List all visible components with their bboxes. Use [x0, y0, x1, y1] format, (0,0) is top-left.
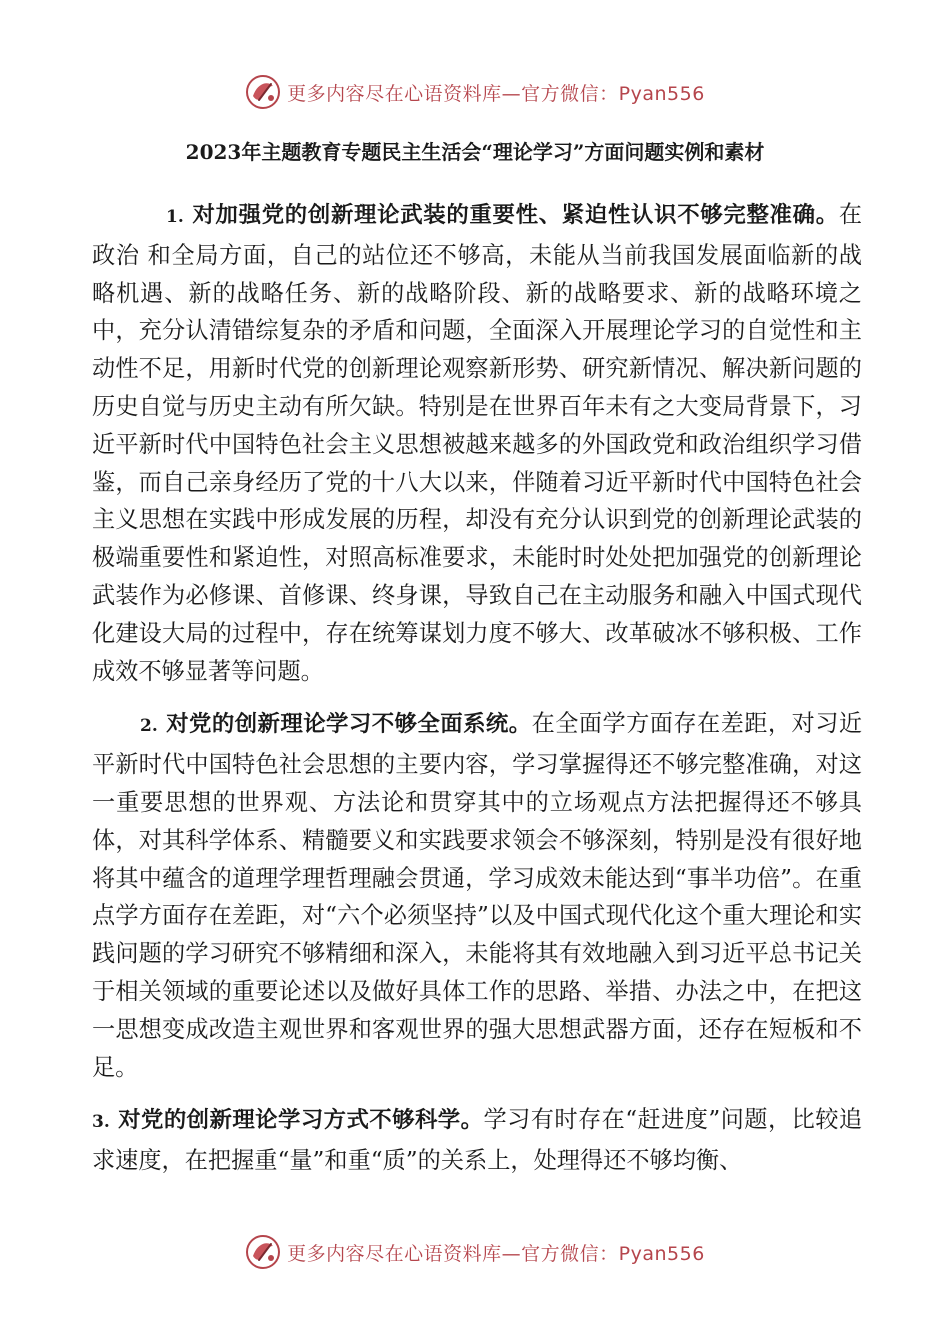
section-3-number: 3. [92, 1112, 110, 1133]
section-1 [92, 196, 862, 690]
section-2-number: 2. [140, 716, 158, 737]
section-3-heading: 对党的创新理论学习方式不够科学。 [117, 1107, 484, 1134]
section-1-body: 在政治 和全局方面，自己的站位还不够高，未能从当前我国发展面临新的战略机遇、新的战略任务、新的战略阶段、新的战略要求、新的战略环境之中，充分认清错综复杂的矛盾和问题，全面深入开展理论学习的自觉性和主动性不足，用新时代党的创新理论观察新形势、研究新情况、解决新问题的历史自觉与历史主动有所欠缺。特别是在世界百年未有之大变局背景下，习近平新时代中国特色社会主义思想被越来越多的外国政党和政治组织学习借鉴，而自己亲身经历了党的十八大以来，伴随着习近平新时代中国特色社会主义思想在实践中形成发展的历程，却没有充分认识到党的创新理论武装的极端重要性和紧迫性，对照高标准要求，未能时时处处把加强党的创新理论武装作为必修课、首修课、终身课，导致自己在主动服务和融入中国式现代化建设大局的过程中，存在统筹谋划力度不够大、改革破冰不够积极、工作成效不够显著等问题。 [92, 201, 862, 685]
section-1-number: 1. [166, 207, 184, 227]
section-1-heading: 对加强党的创新理论武装的重要性、紧迫性认识不够完整准确。 [191, 202, 839, 228]
section-2 [92, 705, 862, 1086]
section-3-body: 学习有时存在“赶进度”问题，比较追求速度，在把握重“量”和重“质”的关系上，处理得还不够均衡、 [92, 1106, 863, 1175]
document-title: 2023年主题教育专题民主生活会“理论学习”方面问题实例和素材 [185, 140, 765, 164]
watermark-banner-bottom [0, 1232, 950, 1272]
watermark-logo-icon [245, 74, 281, 110]
watermark-text: 更多内容尽在心语资料库—官方微信：Pyan556 [287, 82, 705, 105]
watermark-text: 更多内容尽在心语资料库—官方微信：Pyan556 [287, 1242, 705, 1265]
watermark-logo-icon [245, 1234, 281, 1270]
section-2-body: 在全面学方面存在差距，对习近平新时代中国特色社会思想的主要内容，学习掌握得还不够完整准确，对这一重要思想的世界观、方法论和贯穿其中的立场观点方法把握得还不够具体，对其科学体系、精髓要义和实践要求领会不够深刻，特别是没有很好地将其中蕴含的道理学理哲理融会贯通，学习成效未能达到“事半功倍”。在重点学方面存在差距，对“六个必须坚持”以及中国式现代化这个重大理论和实践问题的学习研究不够精细和深入，未能将其有效地融入到习近平总书记关于相关领域的重要论述以及做好具体工作的思路、举措、办法之中，在把这一思想变成改造主观世界和客观世界的强大思想武器方面，还存在短板和不足。 [92, 710, 863, 1081]
section-3 [92, 1101, 862, 1180]
document-body [92, 196, 862, 1180]
section-2-heading: 对党的创新理论学习不够全面系统。 [165, 711, 532, 738]
watermark-banner-top [0, 72, 950, 112]
